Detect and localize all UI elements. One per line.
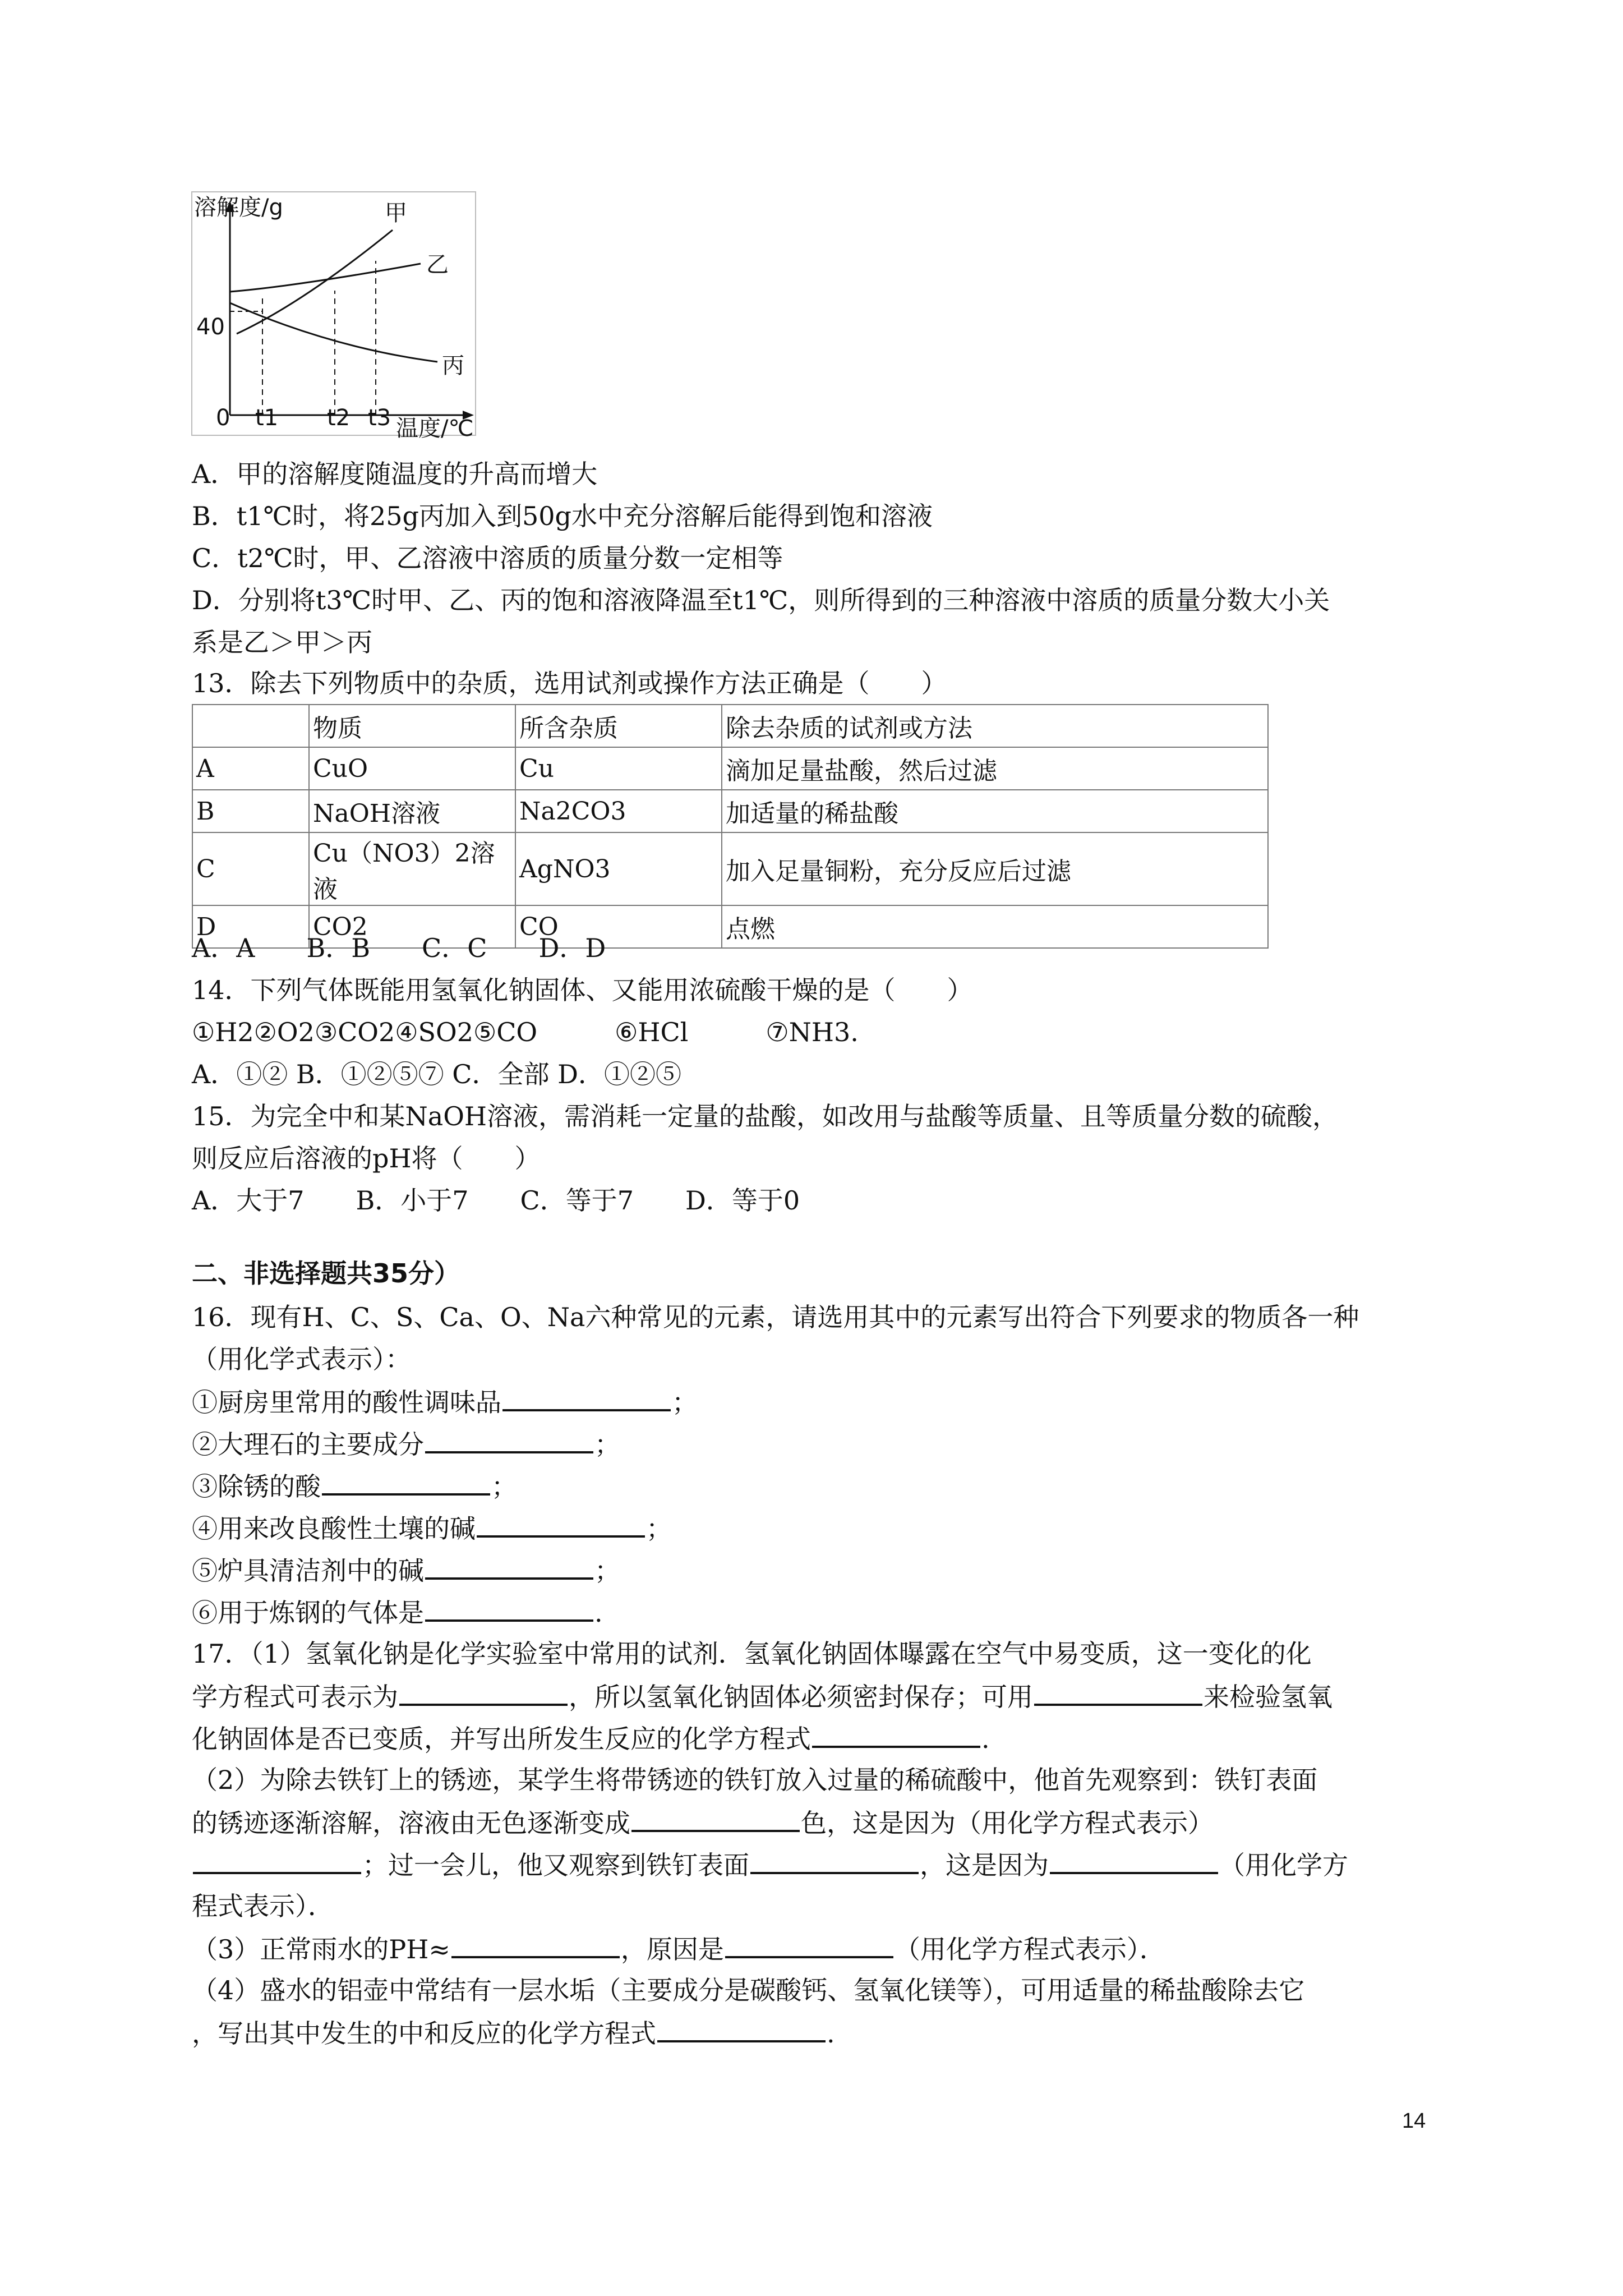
answer-blank[interactable] (477, 1511, 645, 1538)
q17-text: （3）正常雨水的PH≈ (192, 1934, 450, 1964)
q17-text: . (827, 2018, 835, 2049)
table-cell: CO2 (309, 905, 515, 948)
answer-blank[interactable] (451, 1931, 620, 1958)
q17-text: ，这是因为 (920, 1850, 1049, 1880)
q16-item (192, 1553, 620, 1588)
q17-part1-line2 (192, 1679, 1332, 1714)
table-cell: AgNO3 (515, 832, 722, 905)
q15-stem-line2: 则反应后溶液的pH将（ ） (192, 1143, 541, 1174)
q12-option-d-line1: D．分别将t3℃时甲、乙、丙的饱和溶液降温至t1℃，则所得到的三种溶液中溶质的质量分数大小关 (192, 585, 1330, 615)
table-header-row (192, 705, 1268, 747)
graph-tick-t1: t1 (255, 405, 279, 431)
q17-part4-line2 (192, 2016, 835, 2050)
table-cell: CuO (309, 747, 515, 790)
q17-text: ；过一会儿，他又观察到铁钉表面 (362, 1850, 749, 1880)
q17-text: 来检验氢氧 (1204, 1682, 1332, 1712)
answer-blank[interactable] (1034, 1679, 1202, 1706)
table-cell: Na2CO3 (515, 790, 722, 832)
q14-options: A．①② B．①②⑤⑦ C．全部 D．①②⑤ (192, 1059, 681, 1089)
q17-text: （用化学方 (1219, 1850, 1348, 1880)
q17-text: 学方程式可表示为 (192, 1682, 398, 1712)
q15-stem-line1: 15．为完全中和某NaOH溶液，需消耗一定量的盐酸，如改用与盐酸等质量、且等质量分数的硫酸， (192, 1101, 1339, 1131)
table-row (192, 790, 1268, 832)
page-number: 14 (1402, 2109, 1426, 2133)
table-cell: Cu (515, 747, 722, 790)
q16-item (192, 1595, 603, 1630)
answer-blank[interactable] (657, 2016, 826, 2042)
q16-item-end: ； (646, 1513, 672, 1544)
curve-bing (230, 303, 437, 362)
q15-options: A．大于7 B．小于7 C．等于7 D．等于0 (192, 1185, 800, 1216)
q17-part1-line1: 17．（1）氢氧化钠是化学实验室中常用的试剂．氢氧化钠固体曝露在空气中易变质，这一变化的化 (192, 1639, 1312, 1669)
q17-text: ，所以氢氧化钠固体必须密封保存；可用 (569, 1682, 1033, 1712)
answer-blank[interactable] (425, 1427, 593, 1453)
graph-label-jia: 甲 (385, 200, 407, 226)
q17-part2-line4: 程式表示）． (192, 1891, 334, 1921)
table-row (192, 832, 1268, 905)
answer-blank[interactable] (1050, 1847, 1218, 1874)
answer-blank[interactable] (725, 1931, 893, 1958)
q13-table (192, 704, 1269, 949)
q12-option-b: B．t1℃时，将25g丙加入到50g水中充分溶解后能得到饱和溶液 (192, 501, 933, 531)
table-header-cell: 物质 (309, 705, 515, 747)
q17-part3-line (192, 1931, 1165, 1966)
q16-item-end: ； (594, 1556, 620, 1586)
q17-text: 化钠固体是否已变质，并写出所发生反应的化学方程式 (192, 1724, 811, 1754)
q16-item-end: ； (672, 1387, 698, 1418)
graph-y-tick-40: 40 (196, 314, 225, 340)
table-header-cell: 所含杂质 (515, 705, 722, 747)
answer-blank[interactable] (502, 1384, 671, 1411)
table-cell: Cu（NO3）2溶液 (309, 832, 515, 905)
solubility-graph-svg (191, 191, 482, 438)
table-header-cell (192, 705, 309, 747)
q16-item-text: ⑤炉具清洁剂中的碱 (192, 1556, 424, 1586)
answer-blank[interactable] (631, 1805, 800, 1832)
answer-blank[interactable] (812, 1721, 980, 1748)
table-cell: NaOH溶液 (309, 790, 515, 832)
answer-blank[interactable] (193, 1847, 361, 1874)
q14-stem: 14．下列气体既能用氢氧化钠固体、又能用浓硫酸干燥的是（ ） (192, 975, 973, 1005)
table-cell: 加适量的稀盐酸 (722, 790, 1268, 832)
q17-part2-line1: （2）为除去铁钉上的锈迹，某学生将带锈迹的铁钉放入过量的稀硫酸中，他首先观察到：铁钉表面 (192, 1765, 1318, 1795)
q16-item (192, 1384, 698, 1419)
answer-blank[interactable] (425, 1553, 593, 1580)
table-cell: 点燃 (722, 905, 1268, 948)
q17-text: ，写出其中发生的中和反应的化学方程式 (192, 2018, 656, 2049)
q17-text: . (981, 1724, 990, 1754)
table-cell: 滴加足量盐酸，然后过滤 (722, 747, 1268, 790)
q13-stem: 13．除去下列物质中的杂质，选用试剂或操作方法正确是（ ） (192, 668, 947, 698)
q12-option-a: A．甲的溶解度随温度的升高而增大 (192, 459, 598, 489)
curve-yi (230, 264, 421, 292)
answer-blank[interactable] (750, 1847, 919, 1874)
table-cell: B (192, 790, 309, 832)
q17-part2-line2 (192, 1805, 1214, 1840)
q16-item (192, 1427, 620, 1461)
table-header-cell: 除去杂质的试剂或方法 (722, 705, 1268, 747)
answer-blank[interactable] (399, 1679, 568, 1706)
answer-blank[interactable] (425, 1595, 593, 1622)
q16-item (192, 1511, 672, 1545)
table-cell: D (192, 905, 309, 948)
q16-stem-line1: 16．现有H、C、S、Ca、O、Na六种常见的元素，请选用其中的元素写出符合下列要求的物质各一种 (192, 1302, 1359, 1332)
q17-part4-line1: （4）盛水的铝壶中常结有一层水垢（主要成分是碳酸钙、氢氧化镁等），可用适量的稀盐酸除去它 (192, 1975, 1305, 2005)
graph-xlabel: 温度/℃ (396, 416, 474, 441)
q16-item-end: ； (491, 1471, 517, 1502)
table-cell: C (192, 832, 309, 905)
section-title: 二、非选择题共35分） (192, 1258, 460, 1289)
q16-item-text: ②大理石的主要成分 (192, 1429, 424, 1460)
q13-options: A．A B．B C．C D．D (192, 933, 606, 963)
graph-origin: 0 (216, 405, 230, 431)
q16-stem-line2: （用化学式表示）： (192, 1344, 411, 1374)
q17-part2-line3 (192, 1847, 1348, 1882)
q16-item (192, 1469, 517, 1503)
graph-label-yi: 乙 (426, 252, 449, 278)
graph-tick-t3: t3 (368, 405, 391, 431)
q17-text: （用化学方程式表示）． (894, 1934, 1165, 1964)
q16-item-end: ； (594, 1429, 620, 1460)
q12-option-c: C．t2℃时，甲、乙溶液中溶质的质量分数一定相等 (192, 543, 783, 573)
q17-part1-line3 (192, 1721, 990, 1756)
table-cell: 加入足量铜粉，充分反应后过滤 (722, 832, 1268, 905)
q17-text: 色，这是因为（用化学方程式表示） (801, 1808, 1214, 1838)
table-cell: CO (515, 905, 722, 948)
q16-item-text: ①厨房里常用的酸性调味品 (192, 1387, 501, 1418)
graph-label-bing: 丙 (442, 353, 464, 379)
q16-item-end: . (594, 1598, 603, 1628)
q16-item-text: ③除锈的酸 (192, 1471, 321, 1502)
answer-blank[interactable] (322, 1469, 490, 1496)
q16-item-text: ④用来改良酸性土壤的碱 (192, 1513, 476, 1544)
q17-text: ，原因是 (620, 1934, 724, 1964)
table-row (192, 747, 1268, 790)
q17-text: 的锈迹逐渐溶解，溶液由无色逐渐变成 (192, 1808, 630, 1838)
q12-option-d-line2: 系是乙＞甲＞丙 (192, 627, 372, 657)
graph-tick-t2: t2 (327, 405, 351, 431)
q14-gases: ①H2②O2③CO2④SO2⑤CO ⑥HCl ⑦NH3. (192, 1017, 859, 1047)
graph-ylabel: 溶解度/g (194, 195, 283, 220)
table-cell: A (192, 747, 309, 790)
q16-item-text: ⑥用于炼钢的气体是 (192, 1598, 424, 1628)
